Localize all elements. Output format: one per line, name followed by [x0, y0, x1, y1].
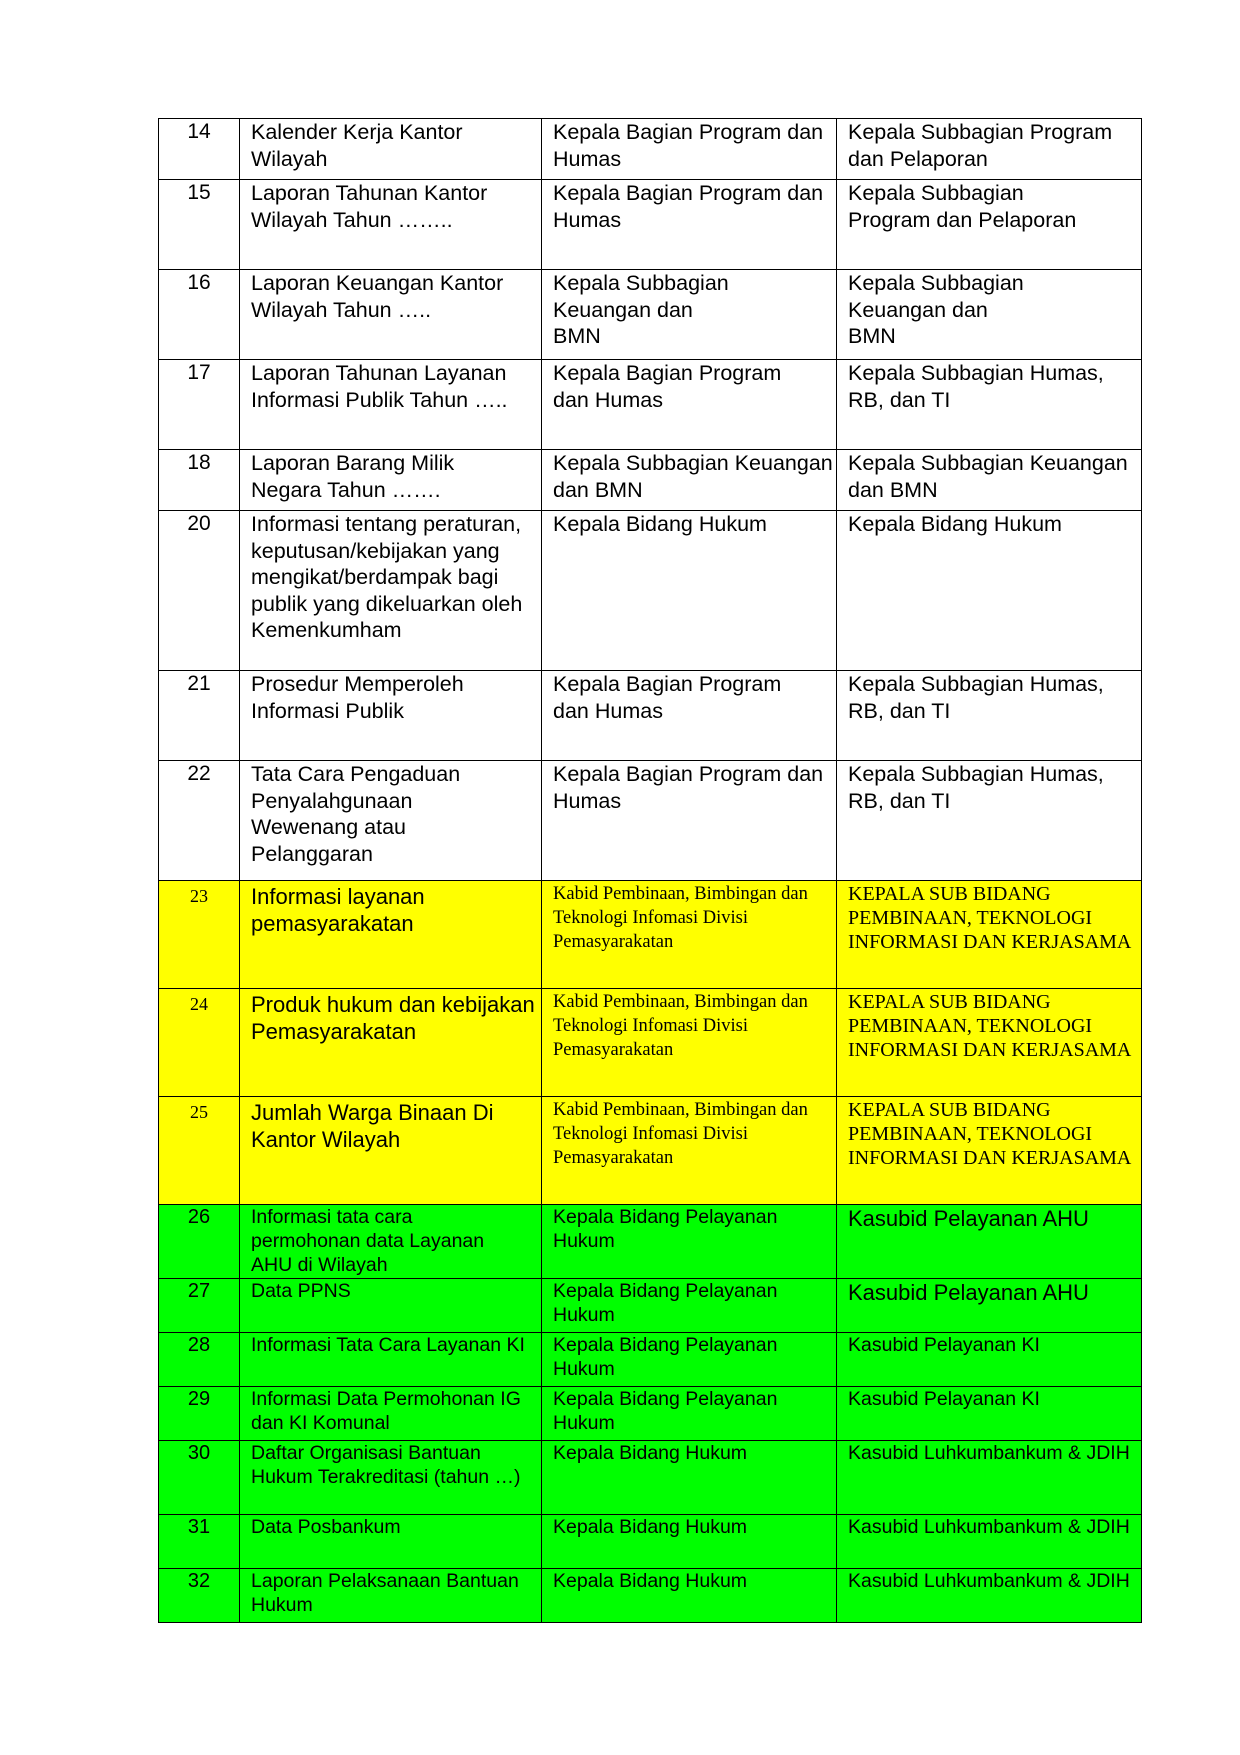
row-number: 23: [159, 881, 240, 989]
row-number: 14: [159, 119, 240, 180]
table-row-highlighted: [159, 1279, 1142, 1333]
table-row: [159, 511, 1142, 671]
table-row-highlighted: [159, 1387, 1142, 1441]
information-name: Produk hukum dan kebijakan Pemasyarakatan: [240, 989, 542, 1097]
information-name: Informasi tata cara permohonan data Layanan AHU di Wilayah: [240, 1205, 542, 1279]
implementing-official: Kepala Subbagian Humas, RB, dan TI: [837, 360, 1142, 450]
table-row-highlighted: [159, 1569, 1142, 1623]
row-number: 16: [159, 270, 240, 360]
implementing-official: KEPALA SUB BIDANG PEMBINAAN, TEKNOLOGI INFORMASI DAN KERJASAMA: [837, 881, 1142, 989]
responsible-official: Kepala Bidang Pelayanan Hukum: [542, 1205, 837, 1279]
implementing-official: Kepala Subbagian Keuangan dan BMN: [837, 450, 1142, 511]
responsible-official: Kepala Bidang Hukum: [542, 1441, 837, 1515]
implementing-official: Kepala Subbagian Program dan Pelaporan: [837, 180, 1142, 270]
table-row-highlighted: [159, 1441, 1142, 1515]
implementing-official: Kasubid Luhkumbankum & JDIH: [837, 1515, 1142, 1569]
implementing-official: Kasubid Pelayanan KI: [837, 1333, 1142, 1387]
responsible-official: Kepala Bagian Program dan Humas: [542, 360, 837, 450]
responsible-official: Kepala Subbagian Keuangan dan BMN: [542, 450, 837, 511]
responsible-official: Kepala Bagian Program dan Humas: [542, 761, 837, 881]
implementing-official: Kasubid Luhkumbankum & JDIH: [837, 1569, 1142, 1623]
table-row: [159, 119, 1142, 180]
row-number: 21: [159, 671, 240, 761]
row-number: 29: [159, 1387, 240, 1441]
information-name: Laporan Barang Milik Negara Tahun …….: [240, 450, 542, 511]
table-row: [159, 360, 1142, 450]
row-number: 31: [159, 1515, 240, 1569]
information-name: Laporan Keuangan Kantor Wilayah Tahun …..: [240, 270, 542, 360]
row-number: 27: [159, 1279, 240, 1333]
responsible-official: Kepala Bidang Hukum: [542, 1569, 837, 1623]
row-number: 28: [159, 1333, 240, 1387]
table-row: [159, 450, 1142, 511]
row-number: 32: [159, 1569, 240, 1623]
responsible-official: Kepala Bidang Pelayanan Hukum: [542, 1279, 837, 1333]
table-row-highlighted: [159, 881, 1142, 989]
information-name: Laporan Tahunan Layanan Informasi Publik Tahun …..: [240, 360, 542, 450]
responsible-official: Kepala Bagian Program dan Humas: [542, 119, 837, 180]
implementing-official: Kepala Subbagian Humas, RB, dan TI: [837, 671, 1142, 761]
information-name: Informasi Data Permohonan IG dan KI Komunal: [240, 1387, 542, 1441]
responsible-official: Kepala Bagian Program dan Humas: [542, 180, 837, 270]
implementing-official: Kasubid Pelayanan AHU: [837, 1279, 1142, 1333]
row-number: 15: [159, 180, 240, 270]
information-name: Laporan Pelaksanaan Bantuan Hukum: [240, 1569, 542, 1623]
responsible-official: Kepala Bidang Hukum: [542, 1515, 837, 1569]
table-row: [159, 761, 1142, 881]
row-number: 25: [159, 1097, 240, 1205]
row-number: 22: [159, 761, 240, 881]
table-row: [159, 180, 1142, 270]
row-number: 26: [159, 1205, 240, 1279]
information-name: Informasi tentang peraturan, keputusan/kebijakan yang mengikat/berdampak bagi publik yang dikeluarkan oleh Kemenkumham: [240, 511, 542, 671]
information-responsibility-table: [158, 118, 1142, 1623]
responsible-official: Kabid Pembinaan, Bimbingan dan Teknologi Infomasi Divisi Pemasyarakatan: [542, 881, 837, 989]
implementing-official: Kepala Bidang Hukum: [837, 511, 1142, 671]
implementing-official: Kasubid Luhkumbankum & JDIH: [837, 1441, 1142, 1515]
implementing-official: Kepala Subbagian Humas, RB, dan TI: [837, 761, 1142, 881]
row-number: 30: [159, 1441, 240, 1515]
table-row-highlighted: [159, 1515, 1142, 1569]
table-row-highlighted: [159, 989, 1142, 1097]
information-name: Daftar Organisasi Bantuan Hukum Terakreditasi (tahun …): [240, 1441, 542, 1515]
information-name: Laporan Tahunan Kantor Wilayah Tahun ……..: [240, 180, 542, 270]
row-number: 20: [159, 511, 240, 671]
information-name: Jumlah Warga Binaan Di Kantor Wilayah: [240, 1097, 542, 1205]
responsible-official: Kepala Bagian Program dan Humas: [542, 671, 837, 761]
implementing-official: KEPALA SUB BIDANG PEMBINAAN, TEKNOLOGI INFORMASI DAN KERJASAMA: [837, 989, 1142, 1097]
information-name: Prosedur Memperoleh Informasi Publik: [240, 671, 542, 761]
responsible-official: Kepala Bidang Pelayanan Hukum: [542, 1333, 837, 1387]
information-name: Kalender Kerja Kantor Wilayah: [240, 119, 542, 180]
implementing-official: Kasubid Pelayanan KI: [837, 1387, 1142, 1441]
table-row-highlighted: [159, 1097, 1142, 1205]
information-name: Data Posbankum: [240, 1515, 542, 1569]
information-name: Data PPNS: [240, 1279, 542, 1333]
information-name: Informasi layanan pemasyarakatan: [240, 881, 542, 989]
row-number: 17: [159, 360, 240, 450]
implementing-official: Kasubid Pelayanan AHU: [837, 1205, 1142, 1279]
responsible-official: Kabid Pembinaan, Bimbingan dan Teknologi Infomasi Divisi Pemasyarakatan: [542, 1097, 837, 1205]
information-name: Informasi Tata Cara Layanan KI: [240, 1333, 542, 1387]
table-row: [159, 270, 1142, 360]
table-row-highlighted: [159, 1205, 1142, 1279]
responsible-official: Kepala Subbagian Keuangan dan BMN: [542, 270, 837, 360]
implementing-official: Kepala Subbagian Keuangan dan BMN: [837, 270, 1142, 360]
information-name: Tata Cara Pengaduan Penyalahgunaan Wewenang atau Pelanggaran: [240, 761, 542, 881]
responsible-official: Kabid Pembinaan, Bimbingan dan Teknologi Infomasi Divisi Pemasyarakatan: [542, 989, 837, 1097]
table-row-highlighted: [159, 1333, 1142, 1387]
table-row: [159, 671, 1142, 761]
responsible-official: Kepala Bidang Hukum: [542, 511, 837, 671]
document-table-container: [158, 118, 1141, 1623]
row-number: 24: [159, 989, 240, 1097]
row-number: 18: [159, 450, 240, 511]
responsible-official: Kepala Bidang Pelayanan Hukum: [542, 1387, 837, 1441]
implementing-official: KEPALA SUB BIDANG PEMBINAAN, TEKNOLOGI INFORMASI DAN KERJASAMA: [837, 1097, 1142, 1205]
implementing-official: Kepala Subbagian Program dan Pelaporan: [837, 119, 1142, 180]
